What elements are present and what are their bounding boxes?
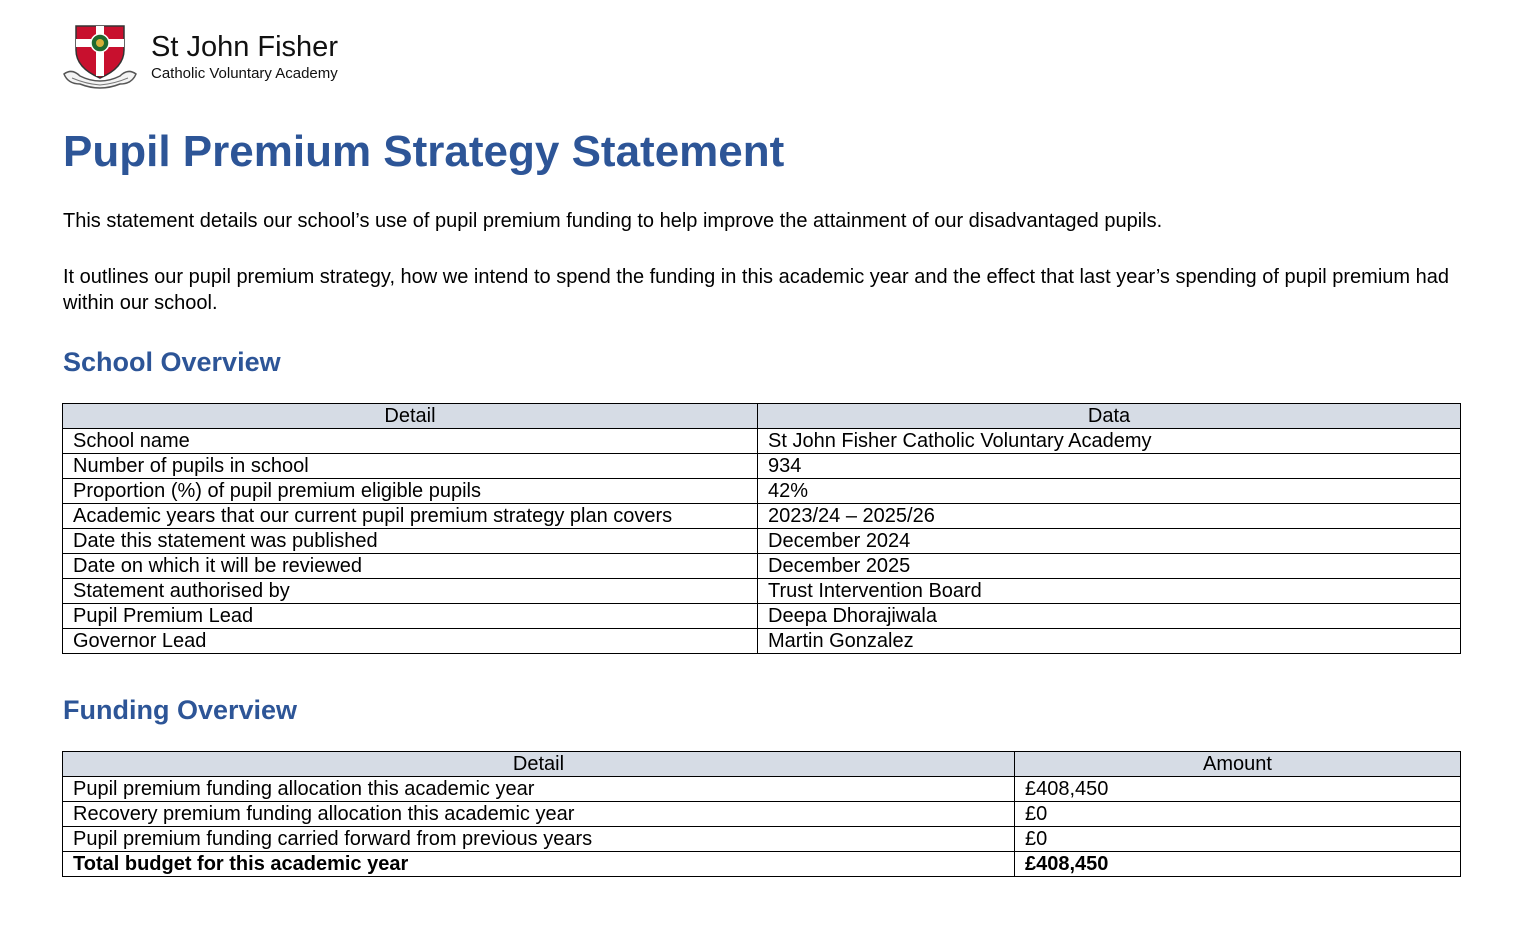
school-identity (151, 30, 338, 83)
row-value: Deepa Dhorajiwala (758, 604, 1461, 629)
table-row (63, 429, 1461, 454)
school-subtitle: Catholic Voluntary Academy (151, 65, 338, 82)
table-row (63, 554, 1461, 579)
table-header-row (63, 752, 1461, 777)
table-row (63, 629, 1461, 654)
row-label: Pupil premium funding carried forward from previous years (63, 827, 1015, 852)
column-header-detail: Detail (63, 752, 1015, 777)
row-value: 934 (758, 454, 1461, 479)
row-label: Pupil premium funding allocation this academic year (63, 777, 1015, 802)
table-header-row (63, 404, 1461, 429)
table-row (63, 579, 1461, 604)
row-value: Martin Gonzalez (758, 629, 1461, 654)
column-header-data: Data (758, 404, 1461, 429)
table-row (63, 827, 1461, 852)
intro-paragraph-2: It outlines our pupil premium strategy, how we intend to spend the funding in this academic year and the effect that last year’s spending of pupil premium had within our school. (63, 266, 1449, 314)
table-row (63, 802, 1461, 827)
total-label: Total budget for this academic year (63, 852, 1015, 877)
total-value: £408,450 (1015, 852, 1461, 877)
row-label: Statement authorised by (63, 579, 758, 604)
row-value: December 2024 (758, 529, 1461, 554)
row-value: £0 (1015, 827, 1461, 852)
row-value: Trust Intervention Board (758, 579, 1461, 604)
funding-overview-heading: Funding Overview (63, 695, 298, 725)
row-label: Academic years that our current pupil premium strategy plan covers (63, 504, 758, 529)
row-label: Governor Lead (63, 629, 758, 654)
row-label: Date on which it will be reviewed (63, 554, 758, 579)
row-value: December 2025 (758, 554, 1461, 579)
table-row (63, 529, 1461, 554)
total-row (63, 852, 1461, 877)
column-header-detail: Detail (63, 404, 758, 429)
funding-overview-table (62, 751, 1461, 877)
row-label: Number of pupils in school (63, 454, 758, 479)
school-header (62, 22, 338, 92)
school-overview-heading: School Overview (63, 347, 281, 377)
column-header-amount: Amount (1015, 752, 1461, 777)
intro-paragraph-1: This statement details our school’s use of pupil premium funding to help improve the attainment of our disadvantaged pupils. (63, 210, 1163, 232)
school-crest-icon (62, 22, 138, 92)
row-label: School name (63, 429, 758, 454)
row-value: St John Fisher Catholic Voluntary Academy (758, 429, 1461, 454)
table-row (63, 604, 1461, 629)
row-value: £0 (1015, 802, 1461, 827)
school-name: St John Fisher (151, 31, 338, 63)
table-row (63, 504, 1461, 529)
table-row (63, 454, 1461, 479)
row-label: Pupil Premium Lead (63, 604, 758, 629)
page-title: Pupil Premium Strategy Statement (63, 127, 785, 176)
school-overview-table (62, 403, 1461, 654)
row-label: Date this statement was published (63, 529, 758, 554)
table-row (63, 777, 1461, 802)
row-value: 42% (758, 479, 1461, 504)
row-value: £408,450 (1015, 777, 1461, 802)
table-row (63, 479, 1461, 504)
row-label: Proportion (%) of pupil premium eligible pupils (63, 479, 758, 504)
row-value: 2023/24 – 2025/26 (758, 504, 1461, 529)
row-label: Recovery premium funding allocation this academic year (63, 802, 1015, 827)
